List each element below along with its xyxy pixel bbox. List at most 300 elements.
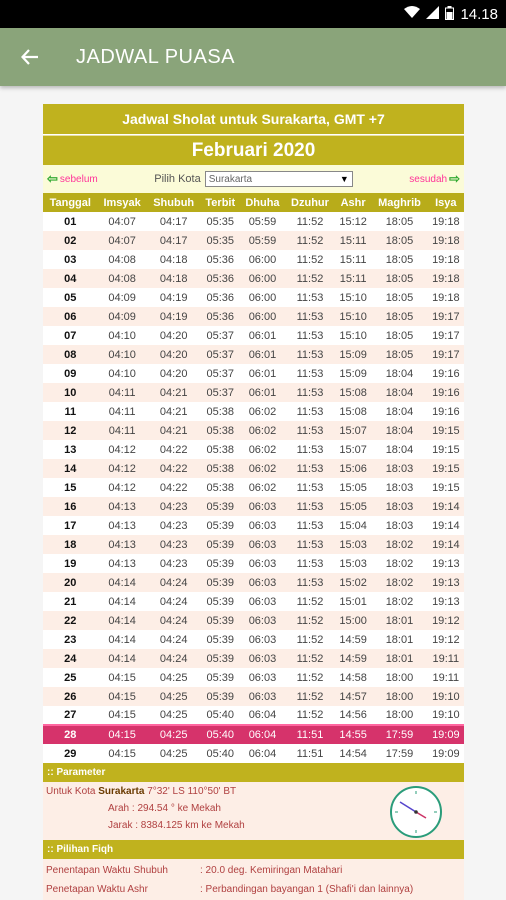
clock-time: 14.18: [460, 5, 498, 23]
time-cell: 18:05: [371, 288, 427, 307]
time-cell: 04:21: [147, 383, 201, 402]
time-cell: 15:10: [335, 307, 371, 326]
fiqh-key: Penentapan Waktu Shubuh: [46, 865, 168, 876]
time-cell: 04:25: [147, 725, 201, 744]
time-cell: 04:11: [98, 402, 147, 421]
table-row: [43, 326, 464, 345]
time-cell: 05:35: [201, 212, 240, 231]
time-cell: 04:14: [98, 611, 147, 630]
time-cell: 19:12: [428, 630, 464, 649]
time-cell: 18:03: [371, 478, 427, 497]
time-cell: 18:02: [371, 535, 427, 554]
time-cell: 06:01: [240, 364, 285, 383]
time-cell: 15:11: [335, 231, 371, 250]
date-cell: 15: [43, 478, 98, 497]
table-row: [43, 440, 464, 459]
table-row: [43, 535, 464, 554]
time-cell: 06:03: [240, 649, 285, 668]
date-cell: 25: [43, 668, 98, 687]
time-cell: 04:11: [98, 383, 147, 402]
time-cell: 04:15: [98, 706, 147, 725]
time-cell: 11:52: [285, 250, 335, 269]
time-cell: 19:10: [428, 706, 464, 725]
time-cell: 05:40: [201, 725, 240, 744]
time-cell: 04:15: [98, 725, 147, 744]
next-month-link[interactable]: [409, 171, 460, 187]
time-cell: 06:03: [240, 611, 285, 630]
time-cell: 04:20: [147, 345, 201, 364]
time-cell: 18:01: [371, 649, 427, 668]
time-cell: 06:01: [240, 345, 285, 364]
time-cell: 17:59: [371, 744, 427, 763]
back-arrow-icon[interactable]: [0, 28, 60, 86]
time-cell: 04:15: [98, 687, 147, 706]
table-row: [43, 364, 464, 383]
city-select-value: Surakarta: [208, 173, 253, 185]
time-cell: 11:53: [285, 383, 335, 402]
time-cell: 19:10: [428, 687, 464, 706]
prev-label: sebelum: [59, 173, 98, 185]
time-cell: 17:59: [371, 725, 427, 744]
time-cell: 04:23: [147, 535, 201, 554]
column-header: Isya: [428, 193, 464, 212]
time-cell: 19:18: [428, 288, 464, 307]
time-cell: 04:25: [147, 706, 201, 725]
time-cell: 04:14: [98, 573, 147, 592]
column-header: Shubuh: [147, 193, 201, 212]
time-cell: 15:09: [335, 364, 371, 383]
table-row: [43, 288, 464, 307]
time-cell: 11:53: [285, 478, 335, 497]
time-cell: 11:53: [285, 402, 335, 421]
time-cell: 18:04: [371, 364, 427, 383]
time-cell: 05:38: [201, 421, 240, 440]
fiqh-value: : Perbandingan bayangan 1 (Shafi'i dan lainnya): [200, 884, 414, 895]
time-cell: 19:15: [428, 440, 464, 459]
time-cell: 05:40: [201, 744, 240, 763]
time-cell: 11:52: [285, 668, 335, 687]
time-cell: 06:03: [240, 687, 285, 706]
column-header: Tanggal: [43, 193, 98, 212]
qibla-distance: Jarak : 8384.125 km ke Mekah: [108, 820, 245, 831]
time-cell: 06:03: [240, 497, 285, 516]
time-cell: 04:14: [98, 649, 147, 668]
date-cell: 24: [43, 649, 98, 668]
time-cell: 05:39: [201, 668, 240, 687]
column-header: Ashr: [335, 193, 371, 212]
time-cell: 04:25: [147, 744, 201, 763]
time-cell: 04:24: [147, 592, 201, 611]
time-cell: 06:01: [240, 383, 285, 402]
next-label: sesudah: [409, 173, 448, 185]
date-cell: 18: [43, 535, 98, 554]
time-cell: 19:18: [428, 212, 464, 231]
time-cell: 11:53: [285, 345, 335, 364]
time-cell: 19:13: [428, 554, 464, 573]
time-cell: 05:37: [201, 364, 240, 383]
time-cell: 04:13: [98, 535, 147, 554]
date-cell: 09: [43, 364, 98, 383]
time-cell: 19:17: [428, 326, 464, 345]
time-cell: 04:17: [147, 212, 201, 231]
arrow-right-icon: ⇨: [449, 171, 460, 186]
date-cell: 26: [43, 687, 98, 706]
time-cell: 14:55: [335, 725, 371, 744]
time-cell: 14:58: [335, 668, 371, 687]
time-cell: 11:53: [285, 364, 335, 383]
date-cell: 13: [43, 440, 98, 459]
time-cell: 18:02: [371, 592, 427, 611]
time-cell: 05:59: [240, 231, 285, 250]
time-cell: 04:11: [98, 421, 147, 440]
time-cell: 15:10: [335, 288, 371, 307]
time-cell: 15:05: [335, 478, 371, 497]
table-row: [43, 459, 464, 478]
time-cell: 15:08: [335, 383, 371, 402]
time-cell: 04:12: [98, 459, 147, 478]
time-cell: 18:05: [371, 231, 427, 250]
time-cell: 19:09: [428, 744, 464, 763]
column-header: Maghrib: [371, 193, 427, 212]
time-cell: 15:03: [335, 535, 371, 554]
time-cell: 06:03: [240, 573, 285, 592]
time-cell: 04:18: [147, 250, 201, 269]
time-cell: 06:00: [240, 288, 285, 307]
time-cell: 05:59: [240, 212, 285, 231]
prev-month-link[interactable]: [47, 171, 98, 187]
time-cell: 19:15: [428, 459, 464, 478]
time-cell: 04:13: [98, 497, 147, 516]
time-cell: 05:37: [201, 326, 240, 345]
time-cell: 05:39: [201, 611, 240, 630]
dropdown-caret-icon: ▼: [339, 174, 349, 184]
time-cell: 14:54: [335, 744, 371, 763]
time-cell: 18:02: [371, 554, 427, 573]
time-cell: 11:53: [285, 459, 335, 478]
time-cell: 06:02: [240, 459, 285, 478]
time-cell: 15:06: [335, 459, 371, 478]
time-cell: 11:52: [285, 611, 335, 630]
time-cell: 04:19: [147, 307, 201, 326]
time-cell: 18:05: [371, 326, 427, 345]
time-cell: 15:07: [335, 421, 371, 440]
time-cell: 19:14: [428, 535, 464, 554]
time-cell: 06:00: [240, 269, 285, 288]
time-cell: 05:38: [201, 440, 240, 459]
time-cell: 18:01: [371, 611, 427, 630]
time-cell: 04:23: [147, 497, 201, 516]
time-cell: 04:10: [98, 345, 147, 364]
column-header: Imsyak: [98, 193, 147, 212]
time-cell: 19:12: [428, 611, 464, 630]
table-row: [43, 402, 464, 421]
time-cell: 06:03: [240, 535, 285, 554]
time-cell: 19:14: [428, 497, 464, 516]
time-cell: 04:22: [147, 459, 201, 478]
time-cell: 05:36: [201, 307, 240, 326]
table-row: [43, 516, 464, 535]
time-cell: 11:53: [285, 554, 335, 573]
city-prefix: Untuk Kota: [46, 786, 96, 797]
time-cell: 11:53: [285, 326, 335, 345]
date-cell: 23: [43, 630, 98, 649]
time-cell: 11:53: [285, 307, 335, 326]
time-cell: 11:52: [285, 630, 335, 649]
time-cell: 04:15: [98, 744, 147, 763]
time-cell: 18:01: [371, 630, 427, 649]
time-cell: 06:02: [240, 440, 285, 459]
time-cell: 04:12: [98, 478, 147, 497]
time-cell: 04:21: [147, 402, 201, 421]
fiqh-row: [46, 880, 461, 899]
time-cell: 18:03: [371, 497, 427, 516]
time-cell: 11:53: [285, 288, 335, 307]
time-cell: 19:11: [428, 668, 464, 687]
time-cell: 04:13: [98, 554, 147, 573]
table-row: [43, 421, 464, 440]
table-row: [43, 345, 464, 364]
table-row: [43, 649, 464, 668]
column-header: Dhuha: [240, 193, 285, 212]
time-cell: 04:22: [147, 478, 201, 497]
date-cell: 22: [43, 611, 98, 630]
time-cell: 18:00: [371, 687, 427, 706]
time-cell: 15:05: [335, 497, 371, 516]
time-cell: 19:13: [428, 592, 464, 611]
table-row: [43, 630, 464, 649]
time-cell: 05:39: [201, 554, 240, 573]
time-cell: 18:04: [371, 421, 427, 440]
time-cell: 04:24: [147, 630, 201, 649]
time-cell: 18:00: [371, 668, 427, 687]
column-header: Dzuhur: [285, 193, 335, 212]
time-cell: 06:01: [240, 326, 285, 345]
time-cell: 05:36: [201, 269, 240, 288]
table-row: [43, 269, 464, 288]
time-cell: 05:36: [201, 288, 240, 307]
time-cell: 04:10: [98, 364, 147, 383]
fiqh-key: Penetapan Waktu Ashr: [46, 884, 148, 895]
parameter-coords: 7°32' LS 110°50' BT: [147, 786, 237, 797]
app-bar: [0, 28, 506, 86]
schedule-table: [43, 193, 464, 763]
time-cell: 11:52: [285, 212, 335, 231]
time-cell: 04:20: [147, 326, 201, 345]
time-cell: 04:24: [147, 611, 201, 630]
time-cell: 14:57: [335, 687, 371, 706]
fiqh-section-header: :: Pilihan Fiqh: [43, 840, 464, 859]
table-row: [43, 383, 464, 402]
time-cell: 14:59: [335, 630, 371, 649]
time-cell: 11:53: [285, 421, 335, 440]
date-cell: 21: [43, 592, 98, 611]
time-cell: 05:39: [201, 516, 240, 535]
time-cell: 05:39: [201, 573, 240, 592]
time-cell: 11:52: [285, 592, 335, 611]
time-cell: 11:53: [285, 535, 335, 554]
time-cell: 18:02: [371, 573, 427, 592]
table-row: [43, 554, 464, 573]
time-cell: 05:39: [201, 649, 240, 668]
time-cell: 06:03: [240, 592, 285, 611]
page-title: JADWAL PUASA: [76, 45, 235, 68]
time-cell: 15:01: [335, 592, 371, 611]
date-cell: 12: [43, 421, 98, 440]
time-cell: 06:00: [240, 307, 285, 326]
date-cell: 10: [43, 383, 98, 402]
parameter-section-header: :: Parameter: [43, 763, 464, 782]
time-cell: 19:15: [428, 478, 464, 497]
city-label: Pilih Kota: [154, 173, 201, 185]
time-cell: 15:12: [335, 212, 371, 231]
time-cell: 04:14: [98, 630, 147, 649]
time-cell: 18:05: [371, 307, 427, 326]
time-cell: 04:14: [98, 592, 147, 611]
time-cell: 18:05: [371, 269, 427, 288]
time-cell: 11:52: [285, 269, 335, 288]
time-cell: 11:53: [285, 440, 335, 459]
table-row: [43, 668, 464, 687]
time-cell: 11:52: [285, 687, 335, 706]
table-row: [43, 497, 464, 516]
qibla-compass-icon: [390, 786, 442, 838]
time-cell: 19:17: [428, 307, 464, 326]
time-cell: 18:04: [371, 402, 427, 421]
time-cell: 05:38: [201, 459, 240, 478]
time-cell: 04:09: [98, 288, 147, 307]
table-row: [43, 212, 464, 231]
time-cell: 04:23: [147, 516, 201, 535]
time-cell: 06:03: [240, 668, 285, 687]
time-cell: 06:04: [240, 725, 285, 744]
time-cell: 19:13: [428, 573, 464, 592]
time-cell: 05:39: [201, 535, 240, 554]
time-cell: 18:03: [371, 516, 427, 535]
time-cell: 04:10: [98, 326, 147, 345]
time-cell: 04:20: [147, 364, 201, 383]
time-cell: 05:35: [201, 231, 240, 250]
city-select[interactable]: [205, 171, 353, 187]
time-cell: 15:11: [335, 250, 371, 269]
time-cell: 19:18: [428, 231, 464, 250]
time-cell: 04:17: [147, 231, 201, 250]
time-cell: 04:19: [147, 288, 201, 307]
time-cell: 19:16: [428, 402, 464, 421]
battery-icon: [445, 6, 454, 23]
time-cell: 19:11: [428, 649, 464, 668]
schedule-title: Jadwal Sholat untuk Surakarta, GMT +7: [43, 104, 464, 135]
date-cell: 11: [43, 402, 98, 421]
schedule-card: [43, 104, 464, 900]
table-row: [43, 478, 464, 497]
date-cell: 14: [43, 459, 98, 478]
time-cell: 04:08: [98, 250, 147, 269]
time-cell: 04:18: [147, 269, 201, 288]
time-cell: 14:56: [335, 706, 371, 725]
table-row: [43, 687, 464, 706]
parameter-panel: [43, 782, 464, 840]
time-cell: 15:08: [335, 402, 371, 421]
time-cell: 19:09: [428, 725, 464, 744]
time-cell: 05:36: [201, 250, 240, 269]
time-cell: 04:12: [98, 440, 147, 459]
time-cell: 18:03: [371, 459, 427, 478]
table-row: [43, 573, 464, 592]
date-cell: 20: [43, 573, 98, 592]
time-cell: 11:53: [285, 516, 335, 535]
time-cell: 06:02: [240, 402, 285, 421]
date-cell: 19: [43, 554, 98, 573]
time-cell: 04:07: [98, 231, 147, 250]
time-cell: 04:13: [98, 516, 147, 535]
parameter-city: Surakarta: [98, 786, 145, 797]
time-cell: 06:03: [240, 554, 285, 573]
time-cell: 06:03: [240, 516, 285, 535]
month-title: Februari 2020: [43, 135, 464, 165]
date-cell: 02: [43, 231, 98, 250]
time-cell: 19:17: [428, 345, 464, 364]
date-cell: 06: [43, 307, 98, 326]
date-cell: 05: [43, 288, 98, 307]
time-cell: 19:15: [428, 421, 464, 440]
fiqh-panel: [43, 859, 464, 900]
time-cell: 06:00: [240, 250, 285, 269]
time-cell: 15:11: [335, 269, 371, 288]
time-cell: 15:09: [335, 345, 371, 364]
signal-icon: [426, 6, 439, 22]
time-cell: 15:02: [335, 573, 371, 592]
time-cell: 15:07: [335, 440, 371, 459]
arrow-left-icon: ⇦: [47, 171, 58, 186]
time-cell: 04:15: [98, 668, 147, 687]
time-cell: 19:16: [428, 383, 464, 402]
date-cell: 04: [43, 269, 98, 288]
time-cell: 04:08: [98, 269, 147, 288]
status-bar: [0, 0, 506, 28]
time-cell: 05:38: [201, 402, 240, 421]
time-cell: 04:25: [147, 668, 201, 687]
column-header: Terbit: [201, 193, 240, 212]
table-row: [43, 706, 464, 725]
table-row: [43, 611, 464, 630]
time-cell: 05:39: [201, 687, 240, 706]
time-cell: 04:25: [147, 687, 201, 706]
time-cell: 15:03: [335, 554, 371, 573]
time-cell: 18:05: [371, 212, 427, 231]
time-cell: 11:51: [285, 725, 335, 744]
table-row: [43, 744, 464, 763]
time-cell: 05:38: [201, 478, 240, 497]
time-cell: 11:53: [285, 497, 335, 516]
webview-content: [0, 86, 506, 900]
time-cell: 06:02: [240, 478, 285, 497]
nav-row: [43, 165, 464, 193]
time-cell: 18:00: [371, 706, 427, 725]
time-cell: 04:23: [147, 554, 201, 573]
time-cell: 11:52: [285, 706, 335, 725]
time-cell: 04:21: [147, 421, 201, 440]
table-header-row: [43, 193, 464, 212]
date-cell: 07: [43, 326, 98, 345]
date-cell: 08: [43, 345, 98, 364]
time-cell: 06:04: [240, 744, 285, 763]
table-row: [43, 307, 464, 326]
time-cell: 06:04: [240, 706, 285, 725]
table-row: [43, 725, 464, 744]
fiqh-value: : 20.0 deg. Kemiringan Matahari: [200, 865, 343, 876]
time-cell: 11:52: [285, 649, 335, 668]
time-cell: 19:16: [428, 364, 464, 383]
